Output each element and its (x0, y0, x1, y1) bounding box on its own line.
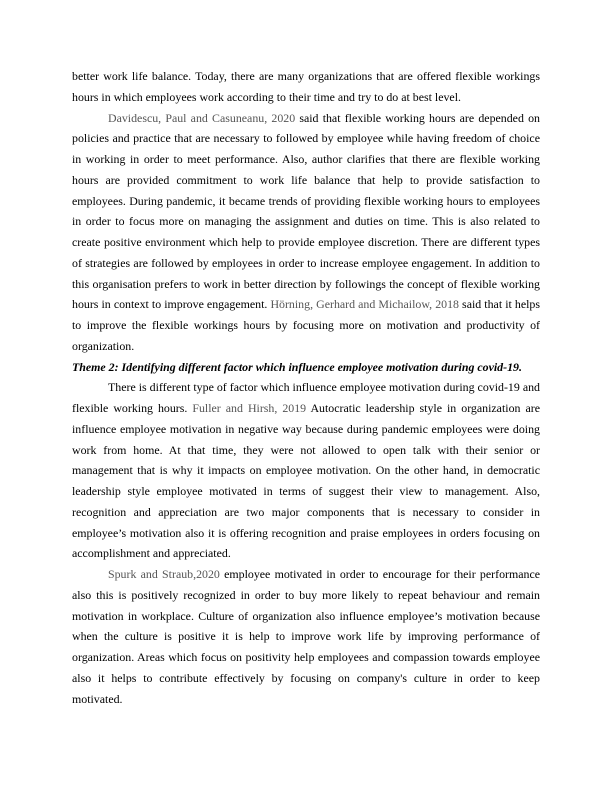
paragraph-motivation-factors (72, 377, 540, 564)
paragraph-text: said that flexible working hours are depended on policies and practice that are necessary to followed by employee while having freedom of choice in working in order to meet performance. Also, author clarifies that there are flexible working hours are provided commitment to work life balance that help to provide satisfaction to employees. During pandemic, it became trends of providing flexible working hours to employees in order to focus more on managing the assignment and duties on time. This is also related to create positive environment which help to provide employee discretion. There are different types of strategies are followed by employees in order to increase employee engagement. In addition to this organisation prefers to work in better direction by followings the concept of flexible working hours in context to improve engagement. (72, 110, 540, 312)
citation-davidescu: Davidescu, Paul and Casuneanu, 2020 (108, 110, 296, 125)
paragraph-text: employee motivated in order to encourage for their performance also this is positively recognized in order to buy more likely to repeat behaviour and remain motivation in workplace. Culture of organization also influence employee’s motivation because when the culture is positive it is help to improve work life by improving performance of organization. Areas which focus on positivity help employees and compassion towards employee also it helps to contribute effectively by focusing on company's culture in order to keep motivated. (72, 567, 540, 706)
document-page (72, 66, 540, 709)
paragraph-flexible-hours (72, 108, 540, 357)
citation-spurk: Spurk and Straub,2020 (108, 567, 220, 581)
citation-horning: Hörning, Gerhard and Michailow, 2018 (270, 297, 459, 312)
paragraph-text: said that it helps to improve the flexible workings hours by focusing more on motivation and productivity of organization. (72, 297, 540, 353)
theme-2-heading: Theme 2: Identifying different factor which influence employee motivation during covid-19. (72, 359, 522, 374)
paragraph-text: Autocratic leadership style in organization are influence employee motivation in negative way because during pandemic employees were doing work from home. At that time, they were not allowed to open talk with their senior or management that is why it impacts on employee motivation. On the other hand, in democratic leadership style employee motivated in terms of suggest their view to management. Also, recognition and appreciation are two major components that is necessary to consider in employee’s motivation also it is offering recognition and praise employees in orders focusing on accomplishment and appreciated. (72, 401, 540, 561)
paragraph-work-life-balance (72, 66, 540, 108)
paragraph-text: better work life balance. Today, there are many organizations that are offered flexible workings hours in which employees work according to their time and try to do at best level. (72, 69, 540, 104)
paragraph-text: There is different type of factor which influence employee motivation during covid-19 and flexible working hours. (72, 380, 540, 415)
citation-fuller: Fuller and Hirsh, 2019 (192, 401, 307, 415)
paragraph-organizational-culture (72, 564, 540, 709)
